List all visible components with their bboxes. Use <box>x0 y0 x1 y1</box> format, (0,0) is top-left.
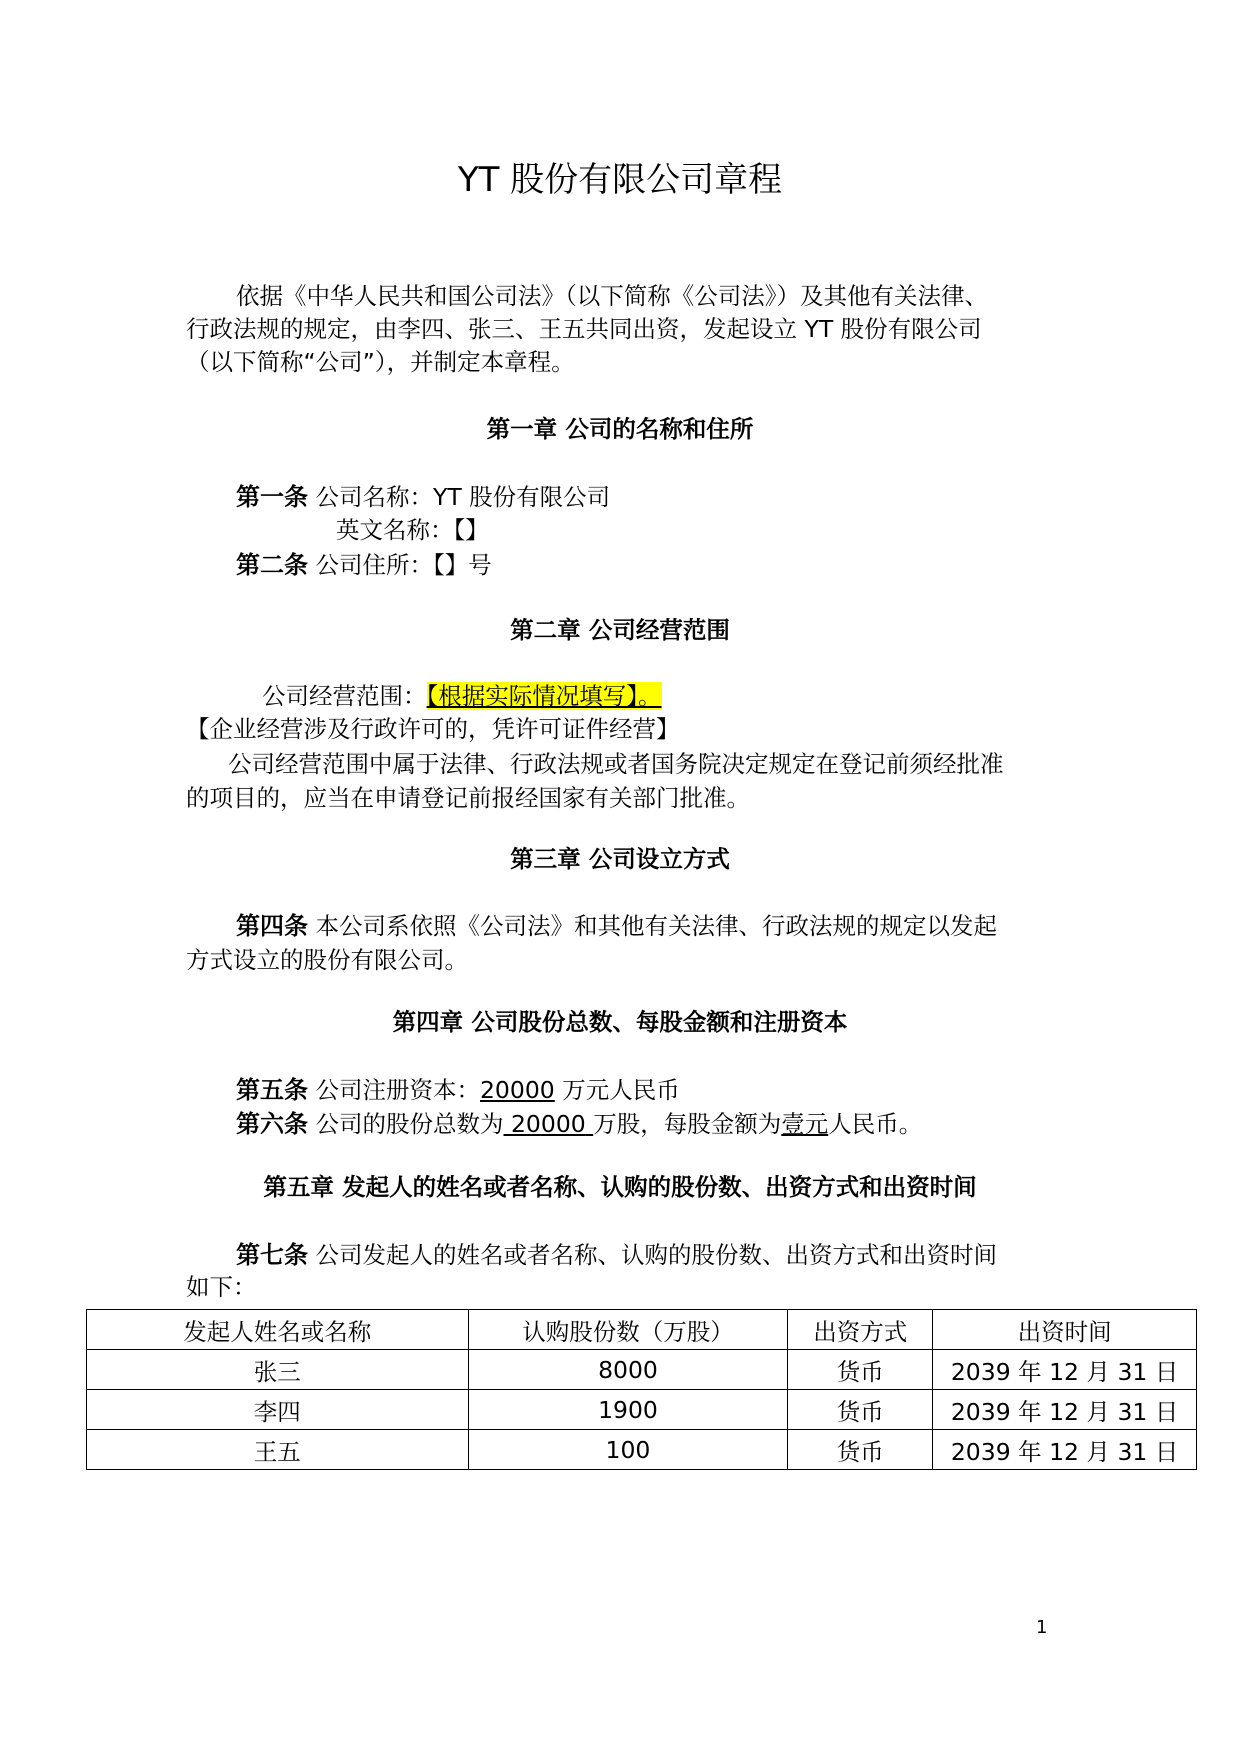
chapter-4-heading: 第四章 公司股份总数、每股金额和注册资本 <box>392 1008 848 1036</box>
preamble-line-3: （以下简称“公司”），并制定本章程。 <box>186 348 575 376</box>
document-title: YT 股份有限公司章程 <box>457 160 783 200</box>
scope-approval-line-2: 的项目的，应当在申请登记前报经国家有关部门批准。 <box>186 784 750 812</box>
total-shares-value: 20000 <box>510 1110 586 1138</box>
total-shares-amount <box>503 1110 593 1138</box>
article-2-label: 第二条 <box>236 551 308 579</box>
chapter-1-heading: 第一章 公司的名称和住所 <box>486 415 754 443</box>
table-header-row <box>87 1310 1197 1350</box>
article-7-line-2: 如下： <box>186 1273 257 1301</box>
business-scope-label: 公司经营范围： <box>262 682 427 710</box>
article-6-prefix: 公司的股份总数为 <box>315 1110 504 1138</box>
subscribed-shares: 8000 <box>468 1350 788 1390</box>
founders-table <box>86 1309 1197 1470</box>
article-6-label: 第六条 <box>236 1110 308 1138</box>
article-1-text: 公司名称：YT 股份有限公司 <box>315 483 611 511</box>
article-5 <box>236 1070 680 1105</box>
founder-name: 王五 <box>87 1430 469 1470</box>
subscribed-shares: 1900 <box>468 1390 788 1430</box>
article-2-text: 公司住所：【】号 <box>315 551 492 579</box>
scope-approval-line-1: 公司经营范围中属于法律、行政法规或者国务院决定规定在登记前须经批准 <box>228 750 1004 778</box>
license-note: 【企业经营涉及行政许可的，凭许可证件经营】 <box>186 715 680 743</box>
contribution-method: 货币 <box>788 1430 933 1470</box>
par-value: 壹元 <box>781 1110 829 1138</box>
table-row <box>87 1350 1197 1390</box>
article-6-suffix: 人民币。 <box>828 1110 923 1138</box>
article-4-line-2: 方式设立的股份有限公司。 <box>186 946 468 974</box>
column-header: 出资时间 <box>933 1310 1197 1350</box>
founder-name: 李四 <box>87 1390 469 1430</box>
article-7-line-1 <box>236 1235 997 1270</box>
article-6 <box>236 1104 922 1139</box>
page-number: 1 <box>1036 1617 1048 1638</box>
chapter-5-heading: 第五章 发起人的姓名或者名称、认购的股份数、出资方式和出资时间 <box>263 1173 977 1201</box>
article-1 <box>236 477 610 512</box>
founder-name: 张三 <box>87 1350 469 1390</box>
article-1-english-name: 英文名称：【】 <box>336 516 489 544</box>
article-5-prefix: 公司注册资本： <box>315 1076 480 1104</box>
article-1-label: 第一条 <box>236 483 308 511</box>
article-4-text: 本公司系依照《公司法》和其他有关法律、行政法规的规定以发起 <box>315 912 997 940</box>
article-4-line-1 <box>236 906 997 941</box>
contribution-date: 2039 年 12 月 31 日 <box>933 1350 1197 1390</box>
subscribed-shares: 100 <box>468 1430 788 1470</box>
article-5-label: 第五条 <box>236 1076 308 1104</box>
chapter-3-heading: 第三章 公司设立方式 <box>510 845 730 873</box>
contribution-date: 2039 年 12 月 31 日 <box>933 1390 1197 1430</box>
article-2 <box>236 545 492 580</box>
business-scope-placeholder: 【根据实际情况填写】。 <box>426 682 662 710</box>
contribution-method: 货币 <box>788 1390 933 1430</box>
article-6-mid: 万股，每股金额为 <box>593 1110 782 1138</box>
preamble-line-2: 行政法规的规定，由李四、张三、王五共同出资，发起设立 YT 股份有限公司 <box>186 315 982 343</box>
table-row <box>87 1430 1197 1470</box>
article-5-suffix: 万元人民币 <box>562 1076 680 1104</box>
column-header: 出资方式 <box>788 1310 933 1350</box>
business-scope <box>262 677 662 711</box>
article-4-label: 第四条 <box>236 912 308 940</box>
column-header: 发起人姓名或名称 <box>87 1310 469 1350</box>
article-7-text: 公司发起人的姓名或者名称、认购的股份数、出资方式和出资时间 <box>315 1241 997 1269</box>
article-7-label: 第七条 <box>236 1241 308 1269</box>
table-row <box>87 1390 1197 1430</box>
column-header: 认购股份数（万股） <box>468 1310 788 1350</box>
chapter-2-heading: 第二章 公司经营范围 <box>510 616 730 644</box>
preamble-line-1: 依据《中华人民共和国公司法》（以下简称《公司法》）及其他有关法律、 <box>236 282 988 310</box>
contribution-date: 2039 年 12 月 31 日 <box>933 1430 1197 1470</box>
contribution-method: 货币 <box>788 1350 933 1390</box>
registered-capital-amount: 20000 <box>479 1076 555 1104</box>
